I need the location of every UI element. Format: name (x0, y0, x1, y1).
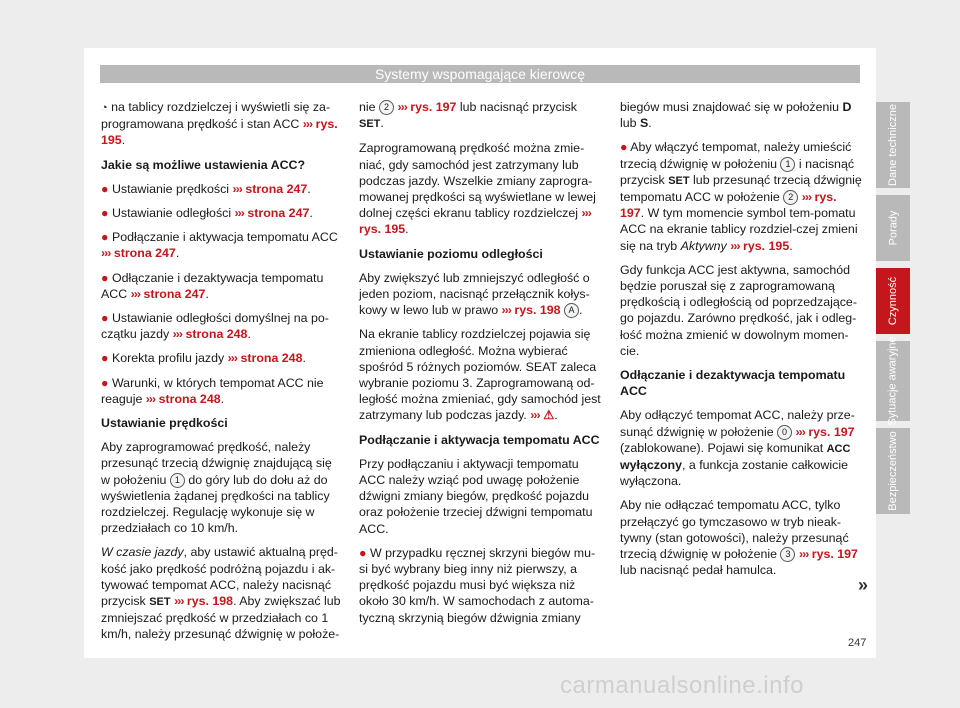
list-item: ● Ustawianie prędkości ››› strona 247. (101, 181, 311, 196)
figure-link[interactable]: rys. 197 (811, 547, 858, 562)
paragraph: Na ekranie tablicy rozdzielczej pojawia się zmieniona odległość. Można wybierać spośród 5 różnych poziomów. SEAT zaleca wybranie poziomu 3. Zaprogramowaną od-ległość można zmieniać, gdy samochód jest zatrzymany lub podczas jazdy. ››› ⚠. (359, 327, 601, 423)
arrow-icon: ››› (801, 190, 812, 205)
arrow-icon: ››› (798, 547, 809, 562)
figure-link[interactable]: rys. 198 (186, 594, 234, 609)
page-link[interactable]: strona 247 (113, 246, 176, 261)
arrow-icon: ››› (130, 286, 140, 301)
figure-link[interactable]: rys. 195 (101, 117, 338, 148)
page-link[interactable]: strona 247 (245, 181, 308, 196)
bullet-icon: ● (101, 270, 109, 285)
page-link[interactable]: strona 247 (247, 206, 310, 221)
list-item: ● Odłączanie i dezaktywacja tempomatu ACC ››› strona 247. (101, 270, 324, 301)
figure-link[interactable]: rys. 197 (410, 100, 457, 114)
tab-czynnosc[interactable]: Czynność (876, 268, 910, 334)
position-marker: 1 (780, 157, 795, 172)
arrow-icon: ››› (145, 391, 156, 406)
bullet-icon: ● (359, 545, 367, 560)
column-3 (620, 99, 862, 578)
arrow-icon: ››› (101, 246, 111, 261)
paragraph: Aby odłączyć tempomat ACC, należy prze-sunąć dźwignię w położenie 0 ››› rys. 197 (zablokowane). Pojawi się komunikat ACC wyłączony, a funkcja zostanie całkowicie wyłączona. (620, 408, 855, 489)
figure-letter-marker: A (564, 303, 579, 318)
paragraph: Gdy funkcja ACC jest aktywna, samochód będzie poruszał się z zaprogramowaną prędkością i odległością od poprzedzające-go pojazdu. Zarówno prędkość, jak i odleg-łość można zmienić w dowolnym momen-cie. (620, 262, 857, 358)
paragraph: W czasie jazdy, aby ustawić aktualną pręd-kość jako prędkość podróżną pojazdu i ak-tywować tempomat ACC, należy nacisnąć przycisk SET ››› rys. 198. Aby zwiększać lub zmniejszać prędkość w przedziałach co 1 km/h, należy przesunąć dźwignię w położe- (101, 545, 341, 642)
arrow-icon: ››› (302, 117, 313, 132)
position-marker: 2 (783, 190, 798, 205)
arrow-icon: ››› (530, 408, 540, 423)
list-item: ● Ustawianie odległości ››› strona 247. (101, 206, 313, 221)
bullet-icon: ● (101, 181, 109, 196)
acc-symbol-icon: ACC (826, 442, 851, 455)
list-item: ● Podłączanie i aktywacja tempomatu ACC ››› strona 247. (101, 230, 338, 261)
arrow-icon: ››› (174, 594, 184, 609)
page-link[interactable]: strona 248 (240, 351, 303, 366)
bullet-icon: ● (101, 311, 109, 326)
list-item: ● Warunki, w których tempomat ACC nie reaguje ››› strona 248. (101, 375, 324, 406)
paragraph: Przy podłączaniu i aktywacji tempomatu ACC należy wziąć pod uwagę położenie dźwigni zmiany biegów, prędkość pojazdu oraz położenie trzeciej dźwigni tempomatu ACC. (359, 456, 593, 536)
section-heading: Podłączanie i aktywacja tempomatu ACC (359, 432, 600, 447)
tab-dane-techniczne[interactable]: Dane techniczne (876, 102, 910, 188)
section-heading: Jakie są możliwe ustawienia ACC? (101, 157, 306, 172)
section-heading: Odłączanie i dezaktywacja tempomatu ACC (620, 368, 846, 399)
column-2 (359, 99, 601, 626)
tab-porady[interactable]: Porady (876, 195, 910, 261)
paragraph: biegów musi znajdować się w położeniu D lub S. (620, 100, 852, 131)
page-header: Systemy wspomagające kierowcę (100, 65, 860, 83)
position-marker: 3 (780, 547, 795, 562)
position-marker: 2 (379, 100, 394, 115)
arrow-icon: ››› (730, 238, 740, 253)
arrow-icon: ››› (501, 303, 511, 318)
figure-link[interactable]: rys. 197 (620, 190, 837, 221)
set-button-icon: SET (359, 118, 381, 131)
bullet-item: ● Aby włączyć tempomat, należy umieścić trzecią dźwignię w położeniu 1 i nacisnąć przycisk SET lub przesunąć trzecią dźwignię tempomatu ACC w położenie 2 ››› rys. 197. W tym momencie symbol tem-pomatu ACC na ekranie tablicy rozdziel-czej zmieni się na tryb Aktywny ››› rys. 195. (620, 140, 862, 253)
arrow-icon: ››› (397, 100, 407, 114)
continue-arrow-icon: » (858, 575, 869, 595)
bullet-icon: ● (620, 140, 628, 155)
arrow-icon: ››› (232, 181, 242, 196)
arrow-icon: ››› (795, 424, 805, 439)
position-marker: 1 (170, 473, 185, 488)
paragraph: nie 2 ››› rys. 197 lub nacisnąć przycisk SET. (359, 100, 577, 131)
side-tabs (876, 102, 910, 521)
gauge-icon: ◔ (101, 102, 108, 114)
page-number: 247 (848, 637, 867, 649)
figure-link[interactable]: rys. 198 (514, 303, 561, 318)
position-marker: 0 (777, 425, 792, 440)
paragraph: Zaprogramowaną prędkość można zmie-niać, gdy samochód jest zatrzymany lub podczas jazdy. Wszelkie zmiany zaprogra-mowanej prędkości są wyświetlane w lewej dolnej części ekranu tablicy rozdzielczej ››› rys. 195. (359, 141, 596, 237)
paragraph: Aby zaprogramować prędkość, należy przesunąć trzecią dźwignię znajdującą się w położeniu 1 do góry lub do dołu aż do wyświetlenia żądanej prędkości na tablicy rozdzielczej. Regulację wykonuje się w przedziałach co 10 km/h. (101, 440, 332, 536)
tab-bezpieczenstwo[interactable]: Bezpieczeństwo (876, 428, 910, 514)
bullet-icon: ● (101, 351, 109, 366)
tab-sytuacje-awaryjne[interactable]: Sytuacje awaryjne (876, 341, 910, 421)
bullet-item: ● W przypadku ręcznej skrzyni biegów mu-si być wybrany bieg inny niż pierwszy, a prędkość pojazdu musi być większa niż około 30 km/h. W samochodach z automa-tyczną skrzynią biegów dźwignia zmiany (359, 545, 596, 625)
paragraph: Aby nie odłączać tempomatu ACC, tylko przełączyć go tymczasowo w tryb nieak-tywny (stan gotowości), należy przesunąć trzecią dźwignię w położenie 3 ››› rys. 197 lub nacisnąć pedał hamulca. (620, 498, 858, 578)
bullet-icon: ● (101, 230, 109, 245)
page-link[interactable]: strona 248 (158, 391, 221, 406)
list-item: ● Ustawianie odległości domyślnej na po-czątku jazdy ››› strona 248. (101, 311, 329, 342)
page-link[interactable]: strona 248 (185, 327, 248, 342)
settings-list (101, 181, 343, 407)
set-button-icon: SET (668, 174, 690, 187)
intro-paragraph: ◔ na tablicy rozdzielczej i wyświetli się za-programowana prędkość i stan ACC ››› rys. 195. (101, 100, 338, 148)
arrow-icon: ››› (581, 206, 591, 221)
watermark: carmanualsonline.info (560, 672, 804, 699)
figure-link[interactable]: rys. 197 (808, 424, 855, 439)
paragraph: Aby zwiększyć lub zmniejszyć odległość o jeden poziom, nacisnąć przełącznik kołys-kowy w lewo lub w prawo ››› rys. 198 A . (359, 270, 590, 318)
bullet-icon: ● (101, 206, 109, 221)
page-link[interactable]: strona 247 (143, 286, 206, 301)
arrow-icon: ››› (227, 351, 238, 366)
section-heading: Ustawianie poziomu odległości (359, 246, 543, 261)
column-1 (101, 99, 343, 643)
list-item: ● Korekta profilu jazdy ››› strona 248. (101, 351, 306, 366)
bullet-icon: ● (101, 375, 109, 390)
warning-icon[interactable]: ⚠ (543, 408, 555, 423)
arrow-icon: ››› (172, 327, 183, 342)
section-heading: Ustawianie prędkości (101, 416, 228, 431)
arrow-icon: ››› (234, 206, 244, 221)
figure-link[interactable]: rys. 195 (743, 238, 790, 253)
set-button-icon: SET (149, 596, 171, 609)
figure-link[interactable]: rys. 195 (359, 222, 406, 237)
